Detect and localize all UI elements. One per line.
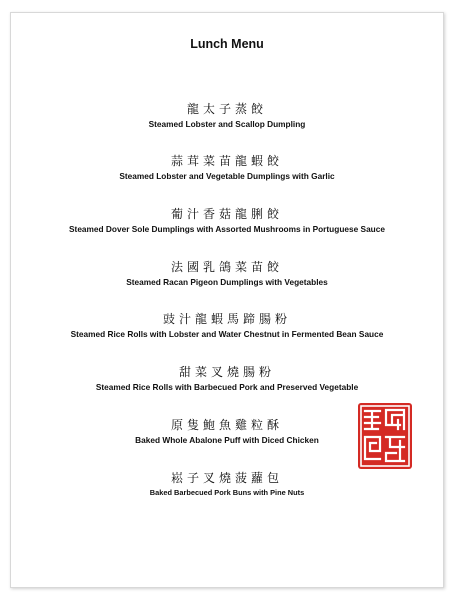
item-chinese-name: 蒜茸菜苗龍蝦餃: [170, 154, 283, 168]
item-chinese-name: 甜菜叉燒腸粉: [178, 365, 275, 379]
item-chinese-name: 葡汁香菇龍脷餃: [170, 207, 283, 221]
item-chinese-name: 崧子叉燒菠蘿包: [170, 471, 283, 485]
item-english-name: Steamed Dover Sole Dumplings with Assorted Mushrooms in Portuguese Sauce: [69, 224, 385, 234]
item-chinese-name: 豉汁龍蝦馬蹄腸粉: [162, 312, 291, 326]
item-english-name: Baked Barbecued Pork Buns with Pine Nuts: [149, 488, 305, 497]
item-chinese-name: 龍太子蒸餃: [186, 102, 267, 116]
item-chinese-name: 法國乳鴿菜苗餃: [170, 260, 283, 274]
menu-item: [11, 101, 443, 130]
item-english-name: Steamed Rice Rolls with Lobster and Water Chestnut in Fermented Bean Sauce: [70, 329, 384, 339]
menu-item: [11, 470, 443, 499]
item-english-name: Steamed Lobster and Scallop Dumpling: [148, 119, 306, 129]
menu-item: [11, 206, 443, 235]
menu-item: [11, 311, 443, 340]
menu-item: [11, 259, 443, 288]
menu-item: [11, 153, 443, 182]
menu-card: [10, 12, 444, 588]
menu-item: [11, 364, 443, 393]
item-english-name: Baked Whole Abalone Puff with Diced Chicken: [135, 435, 319, 445]
menu-title: Lunch Menu: [190, 37, 264, 51]
item-english-name: Steamed Racan Pigeon Dumplings with Vegetables: [126, 277, 328, 287]
item-chinese-name: 原隻鮑魚雞粒酥: [170, 418, 283, 432]
item-english-name: Steamed Rice Rolls with Barbecued Pork and Preserved Vegetable: [95, 382, 359, 392]
item-english-name: Steamed Lobster and Vegetable Dumplings with Garlic: [119, 171, 335, 181]
red-seal-stamp-icon: [356, 401, 414, 471]
